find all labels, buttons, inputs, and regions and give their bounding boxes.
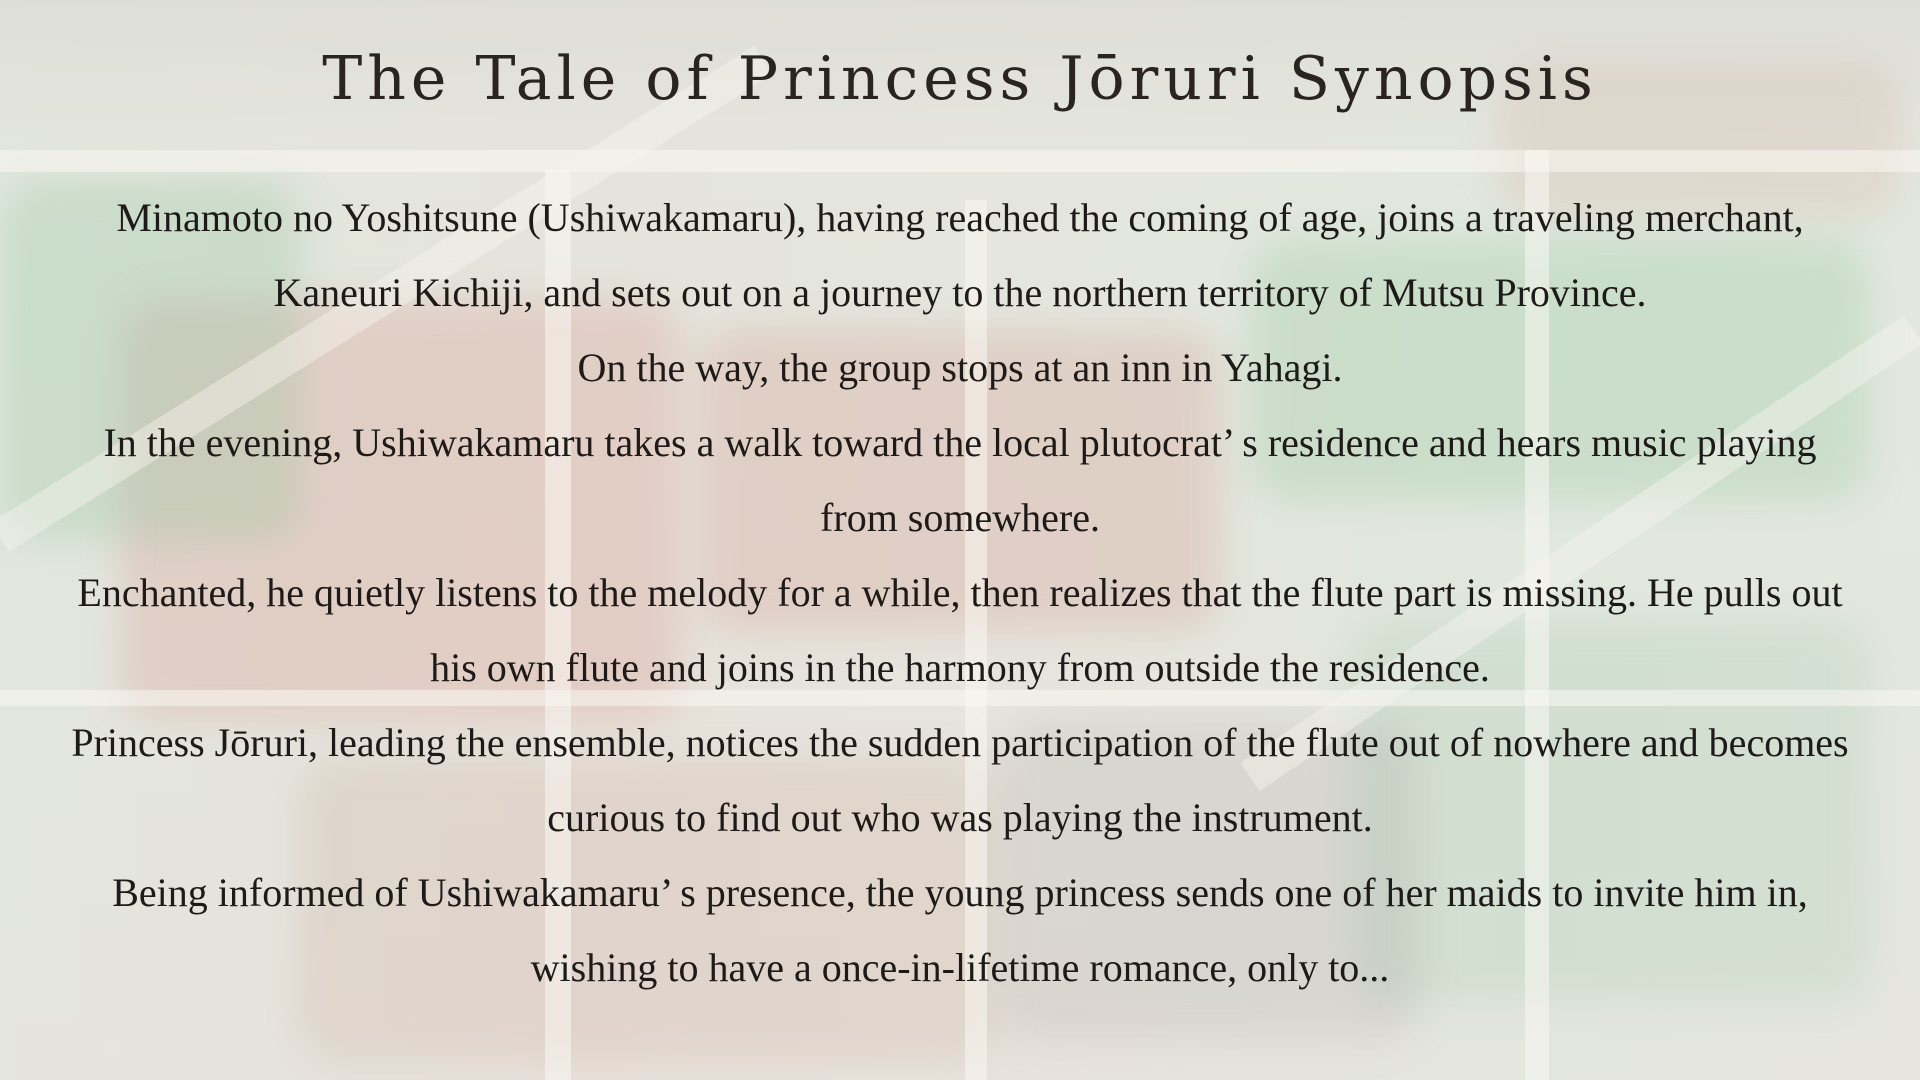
synopsis-body [60, 180, 1860, 1005]
slide-title: The Tale of Princess Jōruri Synopsis [322, 44, 1598, 114]
synopsis-paragraph: Princess Jōruri, leading the ensemble, notices the sudden participation of the flute out of nowhere and becomes curious to find out who was playing the instrument. [71, 720, 1849, 840]
synopsis-paragraph: Being informed of Ushiwakamaru’ s presence, the young princess sends one of her maids to invite him in, wishing to have a once-in-lifetime romance, only to... [112, 870, 1808, 990]
synopsis-paragraph: Enchanted, he quietly listens to the melody for a while, then realizes that the flute part is missing. He pulls out his own flute and joins in the harmony from outside the residence. [77, 570, 1843, 690]
synopsis-paragraph: In the evening, Ushiwakamaru takes a walk toward the local plutocrat’ s residence and hears music playing from somewhere. [103, 420, 1817, 540]
synopsis-paragraph: On the way, the group stops at an inn in Yahagi. [577, 345, 1343, 390]
synopsis-paragraph: Minamoto no Yoshitsune (Ushiwakamaru), having reached the coming of age, joins a traveling merchant, Kaneuri Kichiji, and sets out on a journey to the northern territory of Mutsu Province. [116, 195, 1804, 315]
